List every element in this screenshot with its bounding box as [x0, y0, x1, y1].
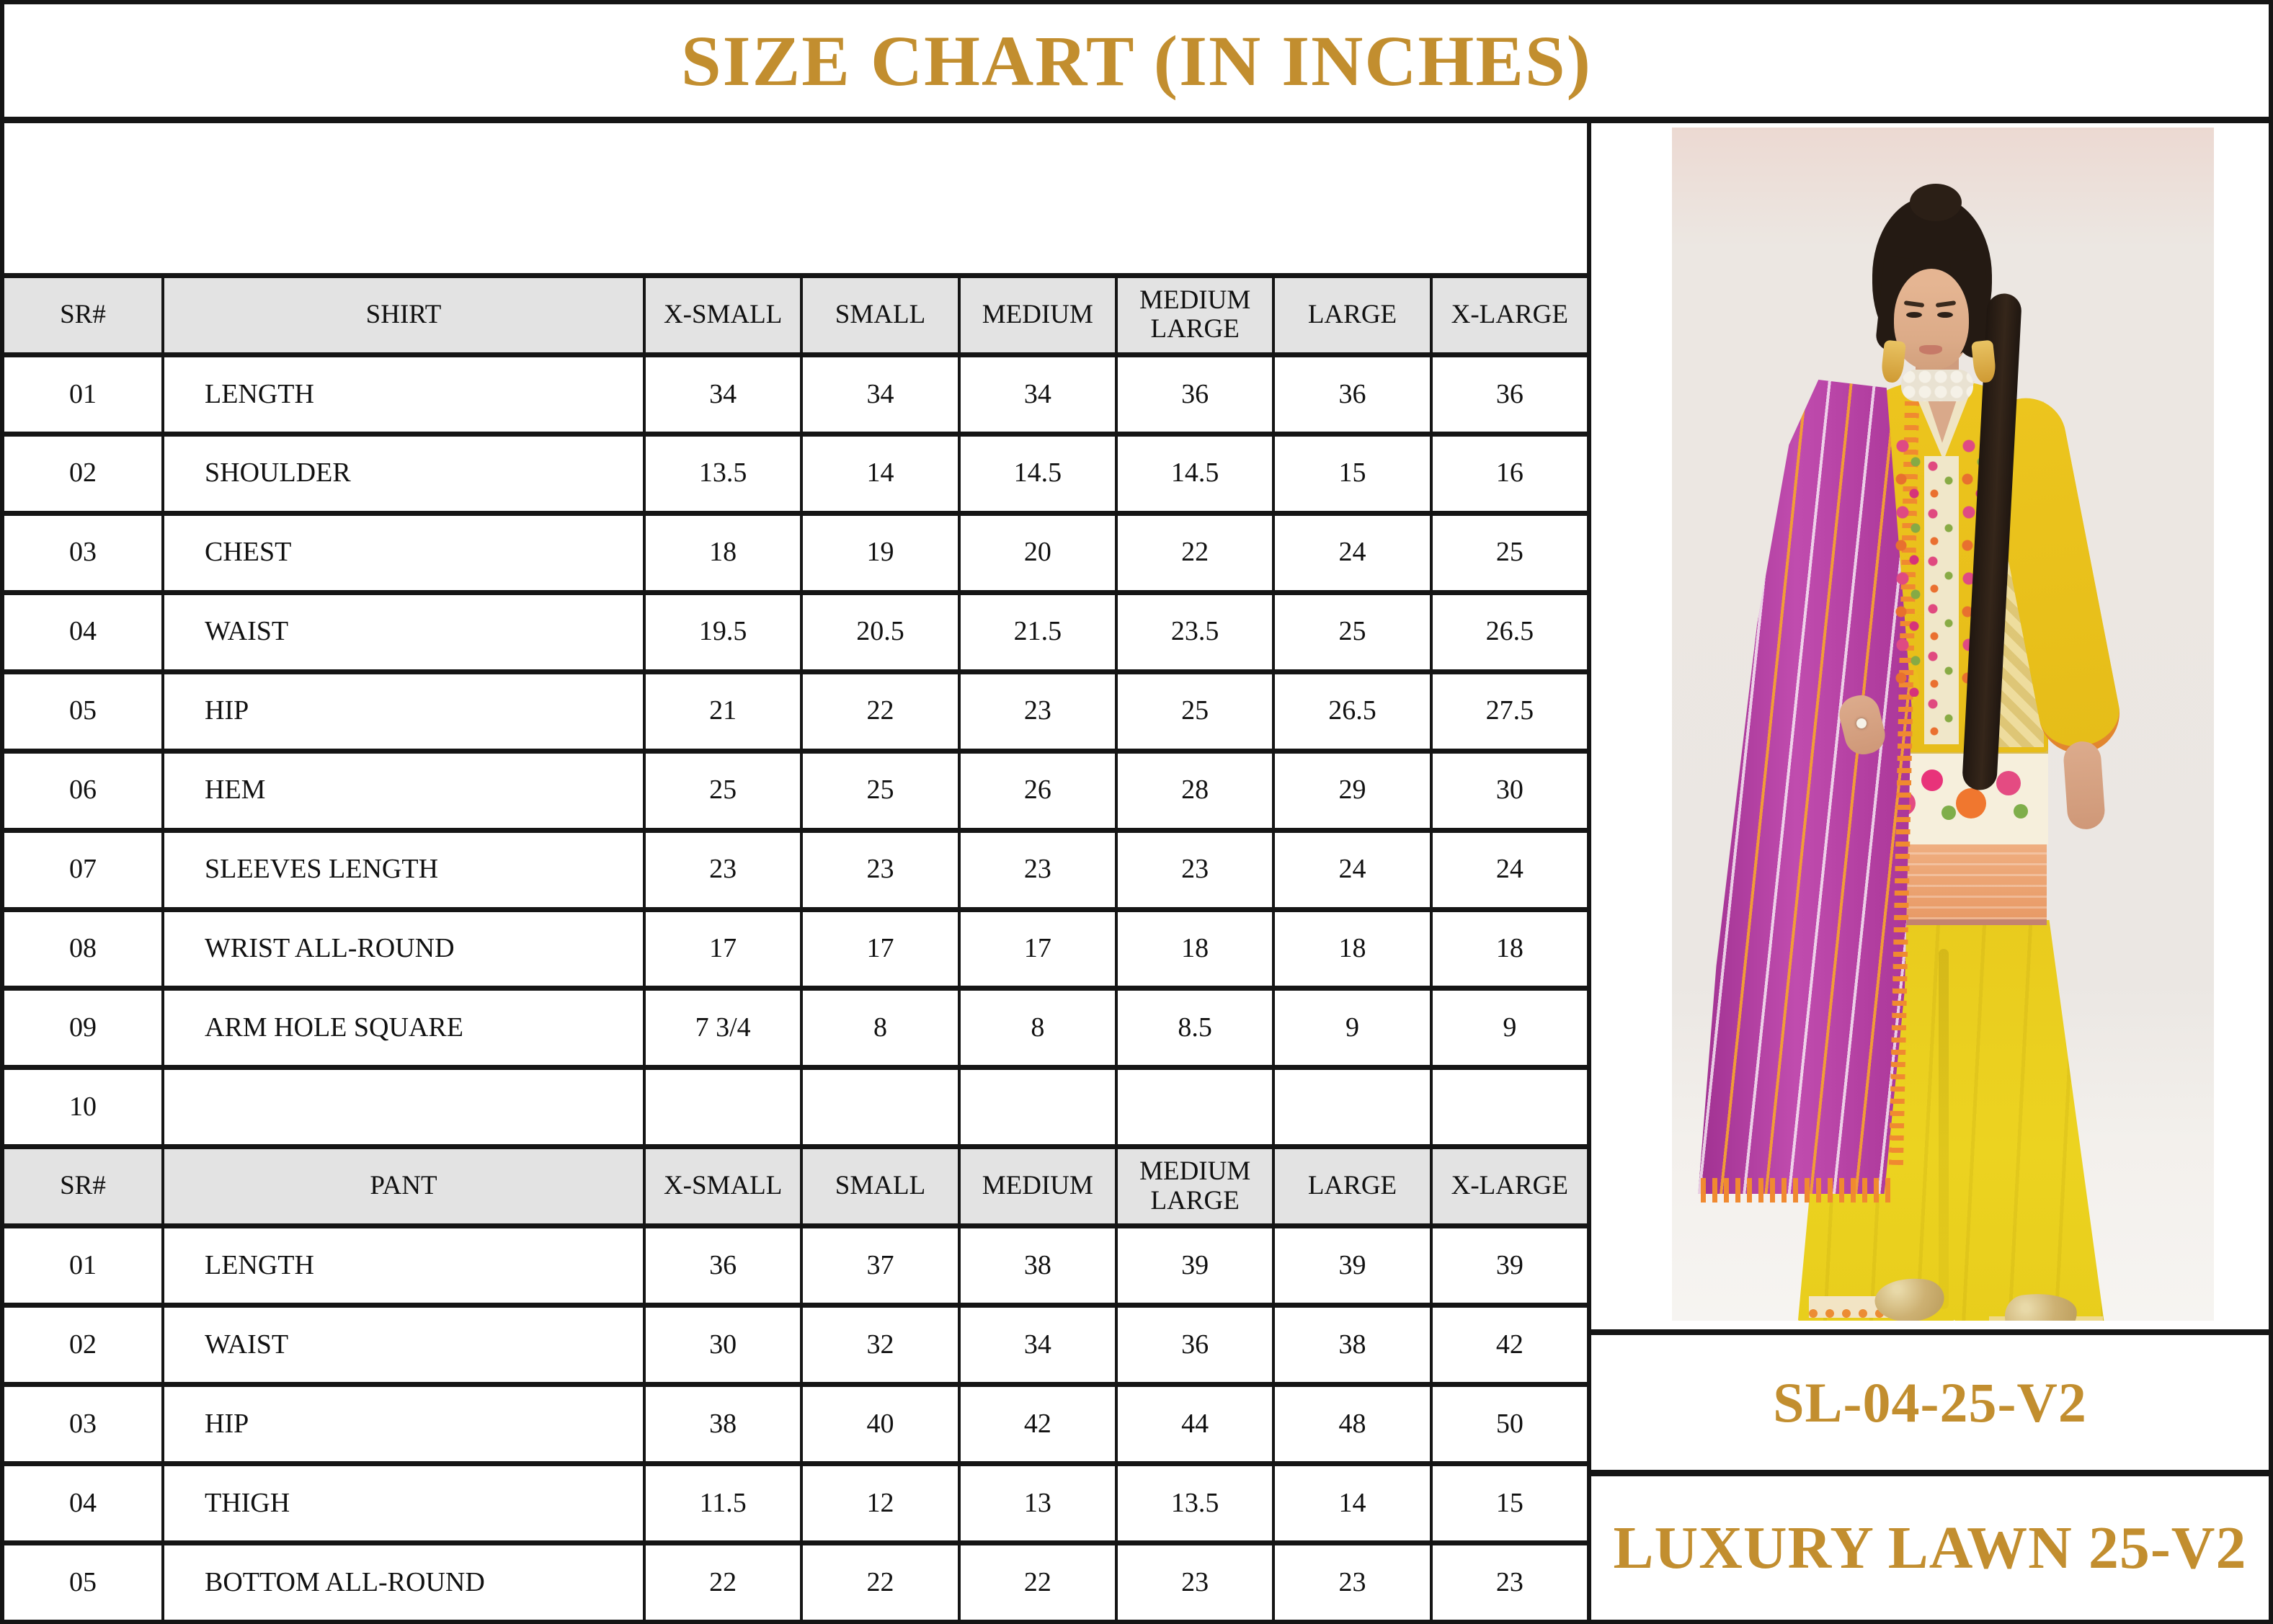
- measurement-value: 39: [1275, 1228, 1429, 1303]
- measurement-value: 26.5: [1433, 595, 1587, 669]
- measurement-value: 26.5: [1275, 674, 1429, 749]
- measurement-value: 19: [803, 516, 957, 590]
- measurement-value: 21.5: [961, 595, 1115, 669]
- pants-crease: [1939, 949, 1949, 1309]
- measurement-value: 36: [646, 1228, 800, 1303]
- row-sr-number: 05: [4, 674, 161, 749]
- measurement-value: 48: [1275, 1387, 1429, 1461]
- row-sr-number: 06: [4, 754, 161, 828]
- table-top-spacer: [4, 123, 1587, 273]
- page-title: SIZE CHART (IN INCHES): [681, 20, 1592, 101]
- measurement-value: 16: [1433, 437, 1587, 511]
- measurement-value: 17: [803, 912, 957, 986]
- measurement-value: [803, 1070, 957, 1144]
- row-measurement-label: WRIST ALL-ROUND: [164, 912, 643, 986]
- measurement-value: 23: [1118, 833, 1272, 907]
- model-ponytail: [1910, 184, 1962, 221]
- measurement-value: 25: [803, 754, 957, 828]
- row-measurement-label: HIP: [164, 1387, 643, 1461]
- column-header-garment: SHIRT: [164, 278, 643, 352]
- article-code: SL-04-25-V2: [1773, 1370, 2087, 1434]
- measurement-value: 42: [961, 1387, 1115, 1461]
- measurement-value: 30: [646, 1308, 800, 1382]
- column-header-size: LARGE: [1275, 1149, 1429, 1223]
- flower: [1921, 769, 1943, 791]
- measurement-value: 8: [803, 991, 957, 1065]
- measurement-value: 13.5: [1118, 1466, 1272, 1540]
- article-code-cell: [1591, 1335, 2269, 1476]
- column-header-size: X-SMALL: [646, 278, 800, 352]
- row-measurement-label: WAIST: [164, 1308, 643, 1382]
- column-header-size: X-LARGE: [1433, 1149, 1587, 1223]
- lips: [1919, 345, 1942, 354]
- measurement-value: 27.5: [1433, 674, 1587, 749]
- measurement-value: 37: [803, 1228, 957, 1303]
- row-sr-number: 01: [4, 1228, 161, 1303]
- measurement-value: 13: [961, 1466, 1115, 1540]
- row-sr-number: 10: [4, 1070, 161, 1144]
- measurement-value: 22: [803, 674, 957, 749]
- row-sr-number: 08: [4, 912, 161, 986]
- eye: [1906, 312, 1922, 318]
- row-measurement-label: LENGTH: [164, 1228, 643, 1303]
- dupatta-fringe: [1701, 1178, 1895, 1203]
- measurement-value: 22: [961, 1545, 1115, 1620]
- column-header-garment: PANT: [164, 1149, 643, 1223]
- pearl-choker: [1901, 370, 1973, 401]
- measurement-value: 23: [961, 833, 1115, 907]
- purple-dupatta: [1694, 380, 1921, 1194]
- measurement-value: 36: [1275, 357, 1429, 432]
- measurement-value: 42: [1433, 1308, 1587, 1382]
- measurement-value: 23: [961, 674, 1115, 749]
- measurement-value: 32: [803, 1308, 957, 1382]
- row-measurement-label: ARM HOLE SQUARE: [164, 991, 643, 1065]
- measurement-value: 28: [1118, 754, 1272, 828]
- row-sr-number: 09: [4, 991, 161, 1065]
- product-photo: [1672, 128, 2214, 1321]
- measurement-value: 15: [1433, 1466, 1587, 1540]
- measurement-value: 34: [646, 357, 800, 432]
- row-measurement-label: [164, 1070, 643, 1144]
- row-measurement-label: LENGTH: [164, 357, 643, 432]
- column-header-sr: SR#: [4, 1149, 161, 1223]
- row-sr-number: 02: [4, 437, 161, 511]
- gold-earring: [1971, 340, 1997, 384]
- measurement-value: 25: [1433, 516, 1587, 590]
- measurement-value: 20.5: [803, 595, 957, 669]
- measurement-value: 36: [1433, 357, 1587, 432]
- measurement-value: 36: [1118, 357, 1272, 432]
- measurement-value: 18: [646, 516, 800, 590]
- main-content: [4, 123, 2269, 1620]
- row-measurement-label: HIP: [164, 674, 643, 749]
- row-measurement-label: HEM: [164, 754, 643, 828]
- measurement-value: 23: [1118, 1545, 1272, 1620]
- measurement-value: 14: [1275, 1466, 1429, 1540]
- measurement-value: 7 3/4: [646, 991, 800, 1065]
- row-sr-number: 04: [4, 1466, 161, 1540]
- collection-name: LUXURY LAWN 25-V2: [1613, 1514, 2247, 1581]
- measurement-value: 22: [803, 1545, 957, 1620]
- row-sr-number: 02: [4, 1308, 161, 1382]
- row-sr-number: 03: [4, 516, 161, 590]
- measurement-value: 22: [1118, 516, 1272, 590]
- size-grid: [4, 123, 1587, 1620]
- flower: [1996, 771, 2021, 795]
- measurement-value: 24: [1275, 833, 1429, 907]
- row-sr-number: 04: [4, 595, 161, 669]
- column-header-size: SMALL: [803, 278, 957, 352]
- leaf: [1941, 806, 1956, 820]
- measurement-value: 19.5: [646, 595, 800, 669]
- measurement-value: 34: [961, 357, 1115, 432]
- measurement-value: 24: [1433, 833, 1587, 907]
- measurement-value: 25: [1118, 674, 1272, 749]
- row-measurement-label: BOTTOM ALL-ROUND: [164, 1545, 643, 1620]
- measurement-value: 23: [646, 833, 800, 907]
- column-header-size: MEDIUM LARGE: [1118, 278, 1272, 352]
- measurement-value: 26: [961, 754, 1115, 828]
- measurement-value: 39: [1433, 1228, 1587, 1303]
- flower: [1956, 788, 1986, 818]
- measurement-value: 38: [646, 1387, 800, 1461]
- measurement-value: 14.5: [961, 437, 1115, 511]
- column-header-size: SMALL: [803, 1149, 957, 1223]
- measurement-value: 38: [1275, 1308, 1429, 1382]
- measurement-value: 38: [961, 1228, 1115, 1303]
- collection-name-cell: [1591, 1476, 2269, 1620]
- eye: [1937, 312, 1953, 318]
- measurement-value: [1118, 1070, 1272, 1144]
- measurement-value: 14: [803, 437, 957, 511]
- measurement-value: 34: [961, 1308, 1115, 1382]
- measurement-value: [1433, 1070, 1587, 1144]
- measurement-value: 24: [1275, 516, 1429, 590]
- model-hand: [2063, 740, 2106, 830]
- column-header-sr: SR#: [4, 278, 161, 352]
- measurement-value: 9: [1433, 991, 1587, 1065]
- measurement-value: 36: [1118, 1308, 1272, 1382]
- measurement-value: 39: [1118, 1228, 1272, 1303]
- measurement-value: 17: [646, 912, 800, 986]
- leaf: [2014, 804, 2028, 818]
- row-measurement-label: CHEST: [164, 516, 643, 590]
- title-bar: [4, 4, 2269, 123]
- side-panel: [1587, 123, 2269, 1620]
- measurement-value: 13.5: [646, 437, 800, 511]
- measurement-value: 9: [1275, 991, 1429, 1065]
- column-header-size: X-LARGE: [1433, 278, 1587, 352]
- measurement-value: 15: [1275, 437, 1429, 511]
- measurement-value: 34: [803, 357, 957, 432]
- measurement-value: 17: [961, 912, 1115, 986]
- column-header-size: X-SMALL: [646, 1149, 800, 1223]
- measurement-value: 30: [1433, 754, 1587, 828]
- ring: [1856, 718, 1867, 728]
- row-measurement-label: SHOULDER: [164, 437, 643, 511]
- measurement-value: 12: [803, 1466, 957, 1540]
- measurement-value: [961, 1070, 1115, 1144]
- measurement-value: 11.5: [646, 1466, 800, 1540]
- measurement-value: 25: [646, 754, 800, 828]
- measurement-value: 50: [1433, 1387, 1587, 1461]
- measurement-value: 23: [1433, 1545, 1587, 1620]
- measurement-value: 40: [803, 1387, 957, 1461]
- measurement-value: 20: [961, 516, 1115, 590]
- column-header-size: LARGE: [1275, 278, 1429, 352]
- photo-cell: [1591, 123, 2269, 1335]
- measurement-value: [646, 1070, 800, 1144]
- column-header-size: MEDIUM: [961, 1149, 1115, 1223]
- measurement-value: 44: [1118, 1387, 1272, 1461]
- model-face: [1894, 269, 1969, 370]
- measurement-value: 23.5: [1118, 595, 1272, 669]
- measurement-value: 21: [646, 674, 800, 749]
- measurement-value: 22: [646, 1545, 800, 1620]
- measurement-value: 18: [1118, 912, 1272, 986]
- measurement-value: 25: [1275, 595, 1429, 669]
- measurement-value: 18: [1275, 912, 1429, 986]
- measurement-value: 8: [961, 991, 1115, 1065]
- measurement-value: 29: [1275, 754, 1429, 828]
- row-measurement-label: THIGH: [164, 1466, 643, 1540]
- row-sr-number: 05: [4, 1545, 161, 1620]
- measurement-value: 23: [1275, 1545, 1429, 1620]
- row-sr-number: 07: [4, 833, 161, 907]
- kameez-placket: [1924, 456, 1959, 744]
- column-header-size: MEDIUM: [961, 278, 1115, 352]
- row-sr-number: 01: [4, 357, 161, 432]
- measurement-table-area: [4, 123, 1587, 1620]
- measurement-value: 23: [803, 833, 957, 907]
- measurement-value: [1275, 1070, 1429, 1144]
- measurement-value: 8.5: [1118, 991, 1272, 1065]
- column-header-size: MEDIUM LARGE: [1118, 1149, 1272, 1223]
- kameez-embroidery: [1894, 437, 1923, 697]
- row-measurement-label: SLEEVES LENGTH: [164, 833, 643, 907]
- measurement-value: 14.5: [1118, 437, 1272, 511]
- row-sr-number: 03: [4, 1387, 161, 1461]
- row-measurement-label: WAIST: [164, 595, 643, 669]
- measurement-value: 18: [1433, 912, 1587, 986]
